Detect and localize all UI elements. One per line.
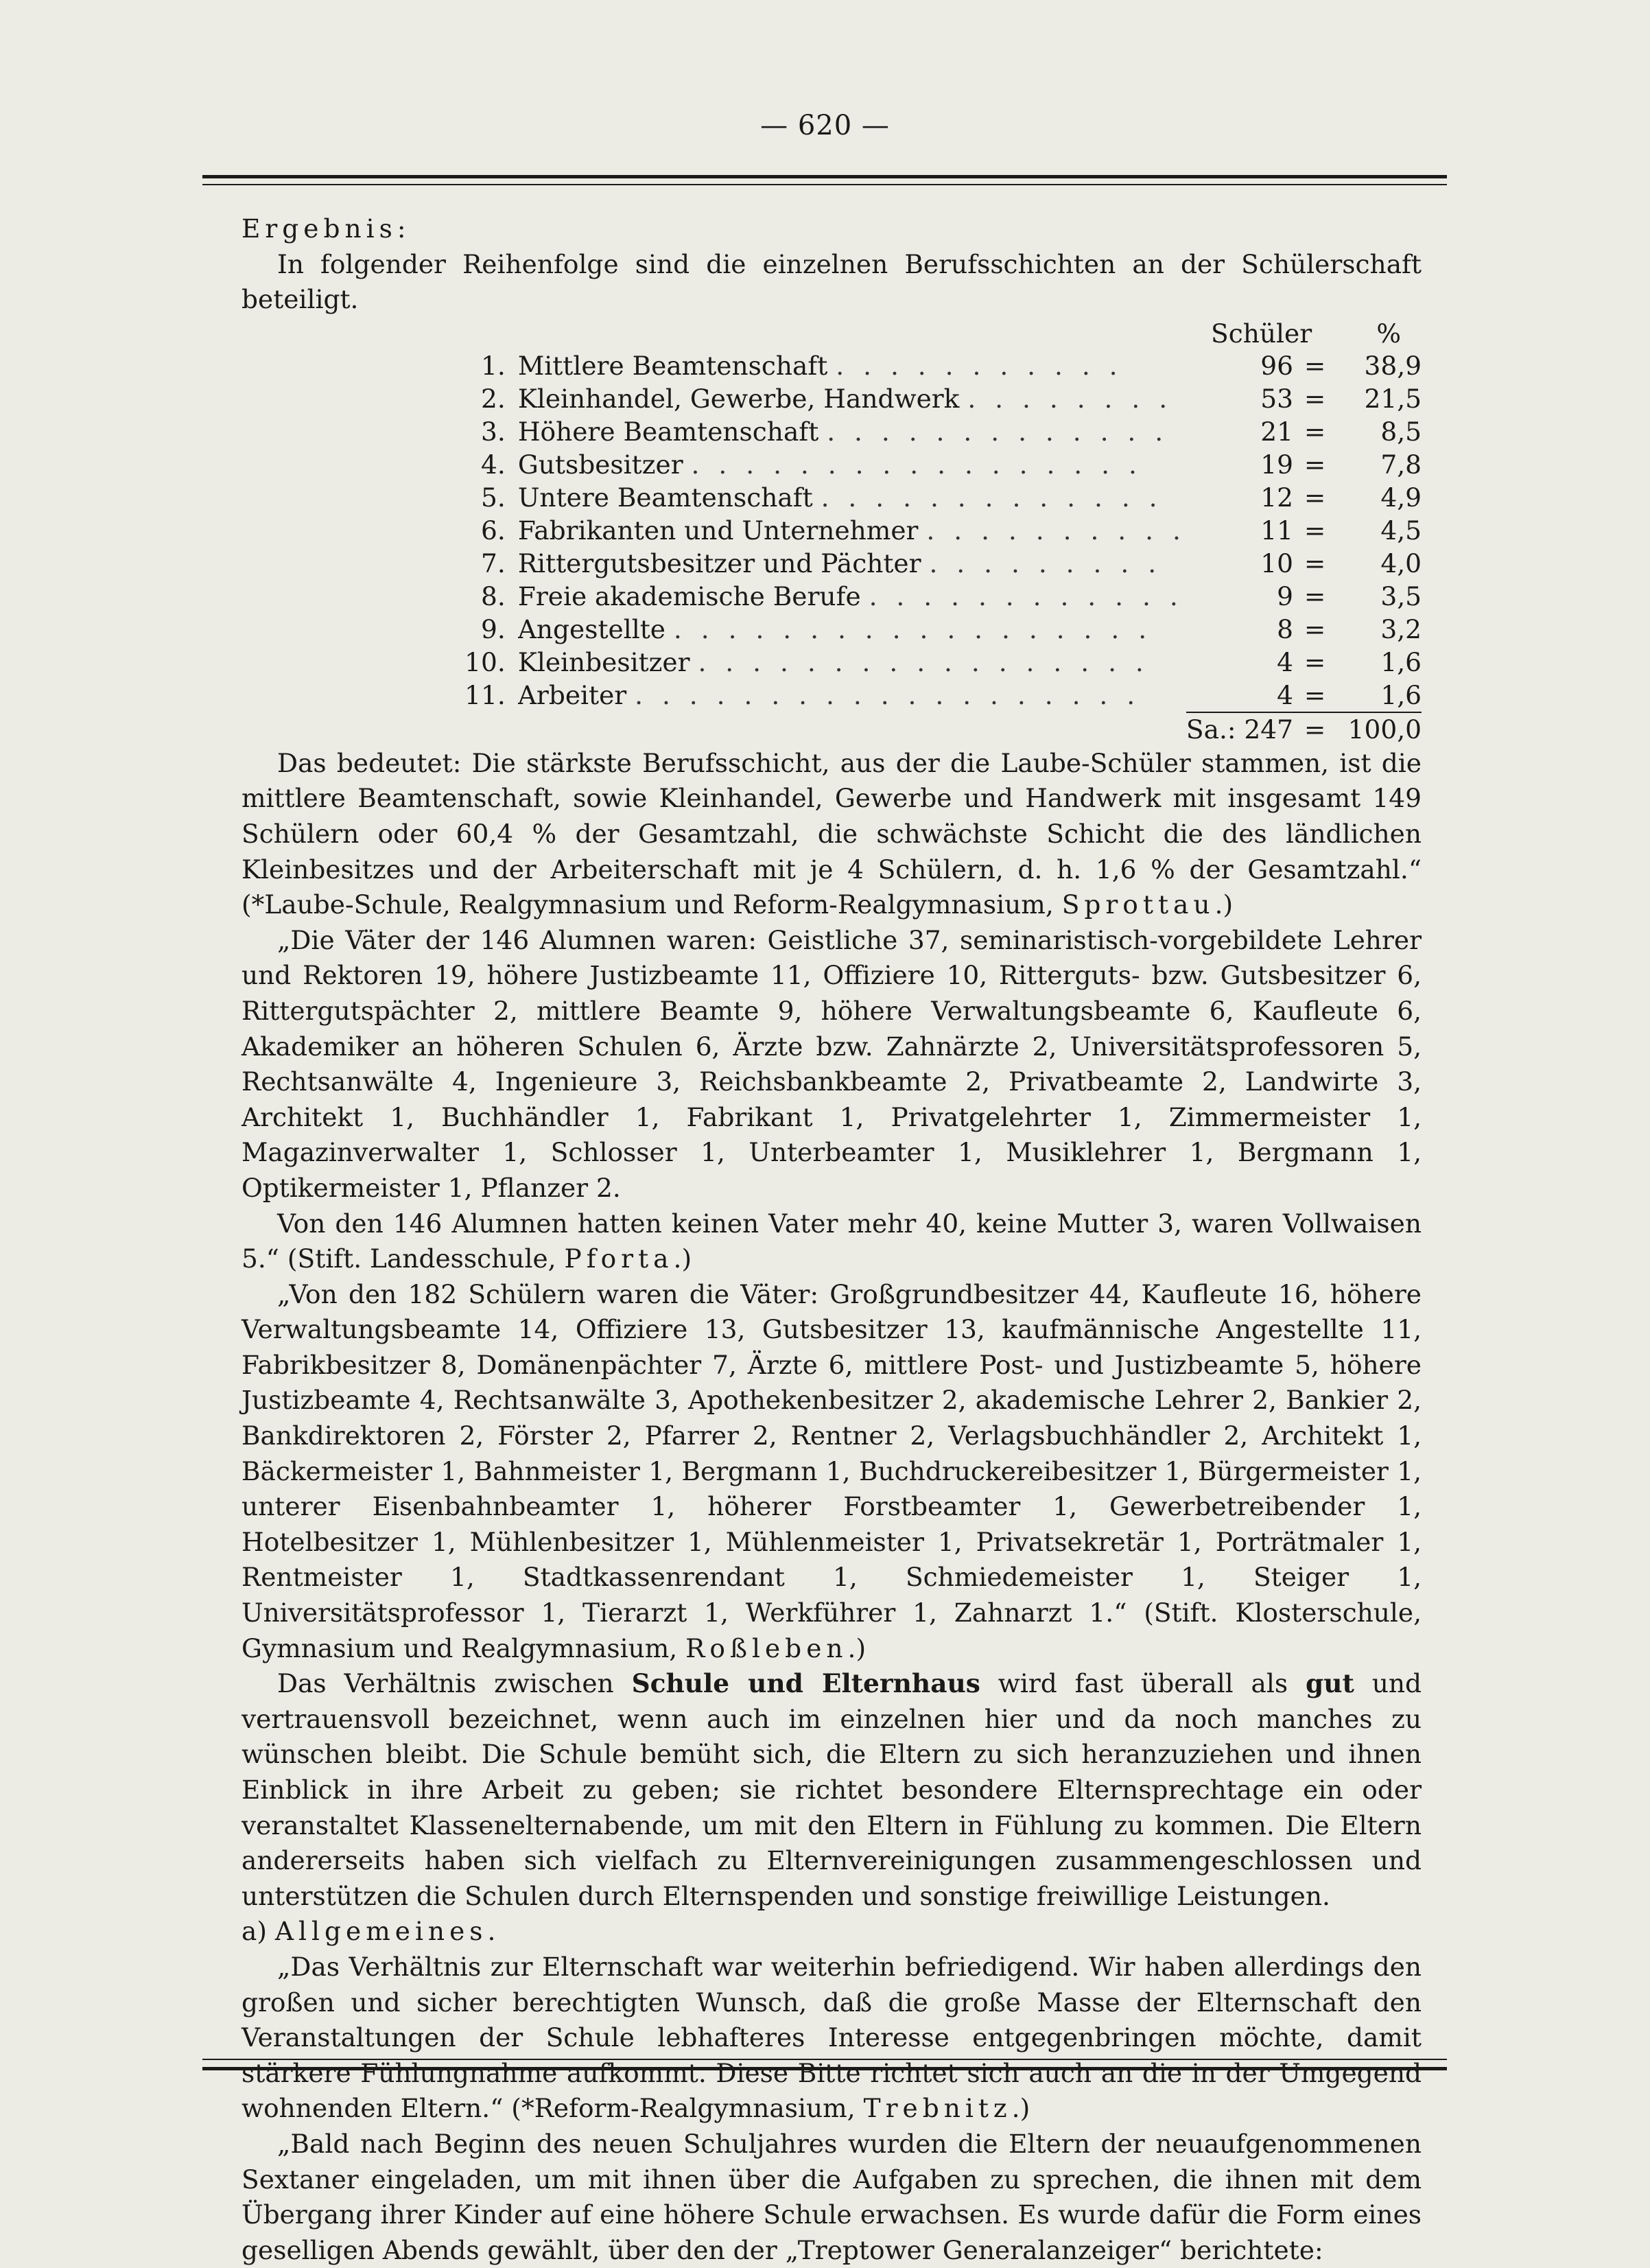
table-row: 2. Kleinhandel, Gewerbe, Handwerk . . . . . . . . 53 = 21,5 (481, 383, 1422, 414)
header-rule (202, 175, 1447, 178)
table-row: 3. Höhere Beamtenschaft . . . . . . . . . . . . . 21 = 8,5 (481, 416, 1422, 447)
table-row: 1. Mittlere Beamtenschaft . . . . . . . . . . . 96 = 38,9 (481, 350, 1422, 381)
sum-label: Sa.: (1186, 714, 1236, 745)
sum-value: 247 (1244, 714, 1293, 745)
footer-rule-thin (202, 2059, 1447, 2060)
table-row: 5. Untere Beamtenschaft . . . . . . . . . . . . . 12 = 4,9 (481, 482, 1422, 513)
subsection-heading: a) Allgemeines. (241, 1916, 501, 1947)
paragraph: Von den 146 Alumnen hatten keinen Vater mehr 40, keine Mutter 3, waren Vollwaisen 5.“ (Stift. Landesschule, Pforta.) (241, 1208, 1422, 1274)
page-number: — 620 — (760, 110, 890, 141)
header-rule-thin (202, 184, 1447, 185)
table-header-row (464, 318, 1422, 349)
paragraph: „Die Väter der 146 Alumnen waren: Geistliche 37, seminaristisch-vorgebildete Lehrer und Rektoren 19, höhere Justizbeamte 11, Offiziere 10, Ritterguts- bzw. Gutsbesitzer 6, Rittergutspächter 2, mittlere Beamte 9, höhere Verwaltungsbeamte 6, Kaufleute 6, Akademiker an höheren Schulen 6, Ärzte bzw. Zahnärzte 2, Universitätsprofessoren 5, Rechtsanwälte 4, Ingenieure 3, Reichsbankbeamte 2, Privatbeamte 2, Landwirte 3, Architekt 1, Buchhändler 1, Fabrikant 1, Privatgelehrter 1, Zimmermeister 1, Magazinverwalter 1, Schlosser 1, Unterbeamter 1, Musiklehrer 1, Bergmann 1, Optikermeister 1, Pflanzer 2. (241, 924, 1422, 1203)
table-row: 8. Freie akademische Berufe . . . . . . . . . . . . 9 = 3,5 (481, 581, 1422, 611)
paragraph: Das bedeutet: Die stärkste Berufsschicht, aus der die Laube-Schüler stammen, ist die mittlere Beamtenschaft, sowie Kleinhandel, Gewerbe und Handwerk mit insgesamt 149 Schülern oder 60,4 % der Gesamtzahl, die schwächste Schicht die des ländlichen Kleinbesitzes und der Arbeiterschaft mit je 4 Schülern, d. h. 1,6 % der Gesamtzahl.“ (*Laube-Schule, Realgymnasium und Reform-Realgymnasium, Sprottau.) (241, 747, 1422, 920)
paragraph: „Bald nach Beginn des neuen Schuljahres wurden die Eltern der neuaufgenommenen Sextaner eingeladen, um mit ihnen über die Aufgaben zu sprechen, die ihnen mit dem Übergang ihrer Kinder auf eine höhere Schule erwachsen. Es wurde dafür die Form eines geselligen Abends gewählt, über den der „Treptower Generalanzeiger“ berichtete: (241, 2128, 1422, 2265)
table-row: 10. Kleinbesitzer . . . . . . . . . . . . . . . . . 4 = 1,6 (464, 646, 1422, 677)
table-row: 6. Fabrikanten und Unternehmer . . . . . . . . . . 11 = 4,5 (481, 515, 1422, 546)
table-row: 7. Rittergutsbesitzer und Pächter . . . . . . . . . 10 = 4,0 (481, 548, 1422, 578)
intro-line: In folgender Reihenfolge sind die einzelnen Berufsschichten an der Schülerschaft beteiligt. (241, 248, 1422, 315)
paragraph: „Das Verhältnis zur Elternschaft war weiterhin befriedigend. Wir haben allerdings den großen und sicher berechtigten Wunsch, daß die große Masse der Elternschaft den Veranstaltungen der Schule lebhafteres Interesse entgegenbringen möchte, damit stärkere Fühlungnahme aufkommt. Diese Bitte richtet sich auch an die in der Umgegend wohnenden Eltern.“ (*Reform-Realgymnasium, Trebnitz.) (241, 1951, 1422, 2124)
body-text (241, 211, 1422, 2268)
col-students-header: Schüler (1211, 318, 1312, 349)
col-percent-header: % (1376, 318, 1401, 349)
table-row: 4. Gutsbesitzer . . . . . . . . . . . . . . . . . 19 = 7,8 (481, 449, 1422, 480)
table-sum-row: Sa.: 247 = 100,0 (464, 712, 1422, 746)
sum-percent: 100,0 (1336, 712, 1422, 746)
paragraph: „Von den 182 Schülern waren die Väter: Großgrundbesitzer 44, Kaufleute 16, höhere Verwaltungsbeamte 14, Offiziere 13, Gutsbesitzer 13, kaufmännische Angestellte 11, Fabrikbesitzer 8, Domänenpächter 7, Ärzte 6, mittlere Post- und Justizbeamte 5, höhere Justizbeamte 4, Rechtsanwälte 3, Apothekenbesitzer 2, akademische Lehrer 2, Bankier 2, Bankdirektoren 2, Förster 2, Pfarrer 2, Rentner 2, Verlagsbuchhändler 2, Architekt 1, Bäckermeister 1, Bahnmeister 1, Bergmann 1, Buchdruckereibesitzer 1, Bürgermeister 1, unterer Eisenbahnbeamter 1, höherer Forstbeamter 1, Gewerbetreibender 1, Hotelbesitzer 1, Mühlenbesitzer 1, Mühlenmeister 1, Privatsekretär 1, Porträtmaler 1, Rentmeister 1, Stadtkassenrendant 1, Schmiedemeister 1, Steiger 1, Universitätsprofessor 1, Tierarzt 1, Werkführer 1, Zahnarzt 1.“ (Stift. Klosterschule, Gymnasium und Realgymnasium, Roßleben.) (241, 1278, 1422, 1663)
table-row: 9. Angestellte . . . . . . . . . . . . . . . . . . 8 = 3,2 (481, 613, 1422, 644)
table-row: 11. Arbeiter . . . . . . . . . . . . . . . . . . . 4 = 1,6 (464, 679, 1422, 711)
paragraph: Das Verhältnis zwischen Schule und Elternhaus wird fast überall als gut und vertrauensvoll bezeichnet, wenn auch im einzelnen hier und da noch manches zu wünschen bleibt. Die Schule bemüht sich, die Eltern zu sich heranzuziehen und ihnen Einblick in ihre Arbeit zu geben; sie richtet besondere Elternsprechtage ein oder veranstaltet Klassenelternabende, um mit den Eltern in Fühlung zu kommen. Die Eltern andererseits haben sich vielfach zu Elternvereinigungen zusammengeschlossen und unterstützen die Schulen durch Elternspenden und sonstige freiwillige Leistungen. (241, 1668, 1422, 1911)
result-heading: Ergebnis: (241, 213, 411, 244)
profession-table (464, 318, 1422, 746)
footer-rule (202, 2067, 1447, 2070)
